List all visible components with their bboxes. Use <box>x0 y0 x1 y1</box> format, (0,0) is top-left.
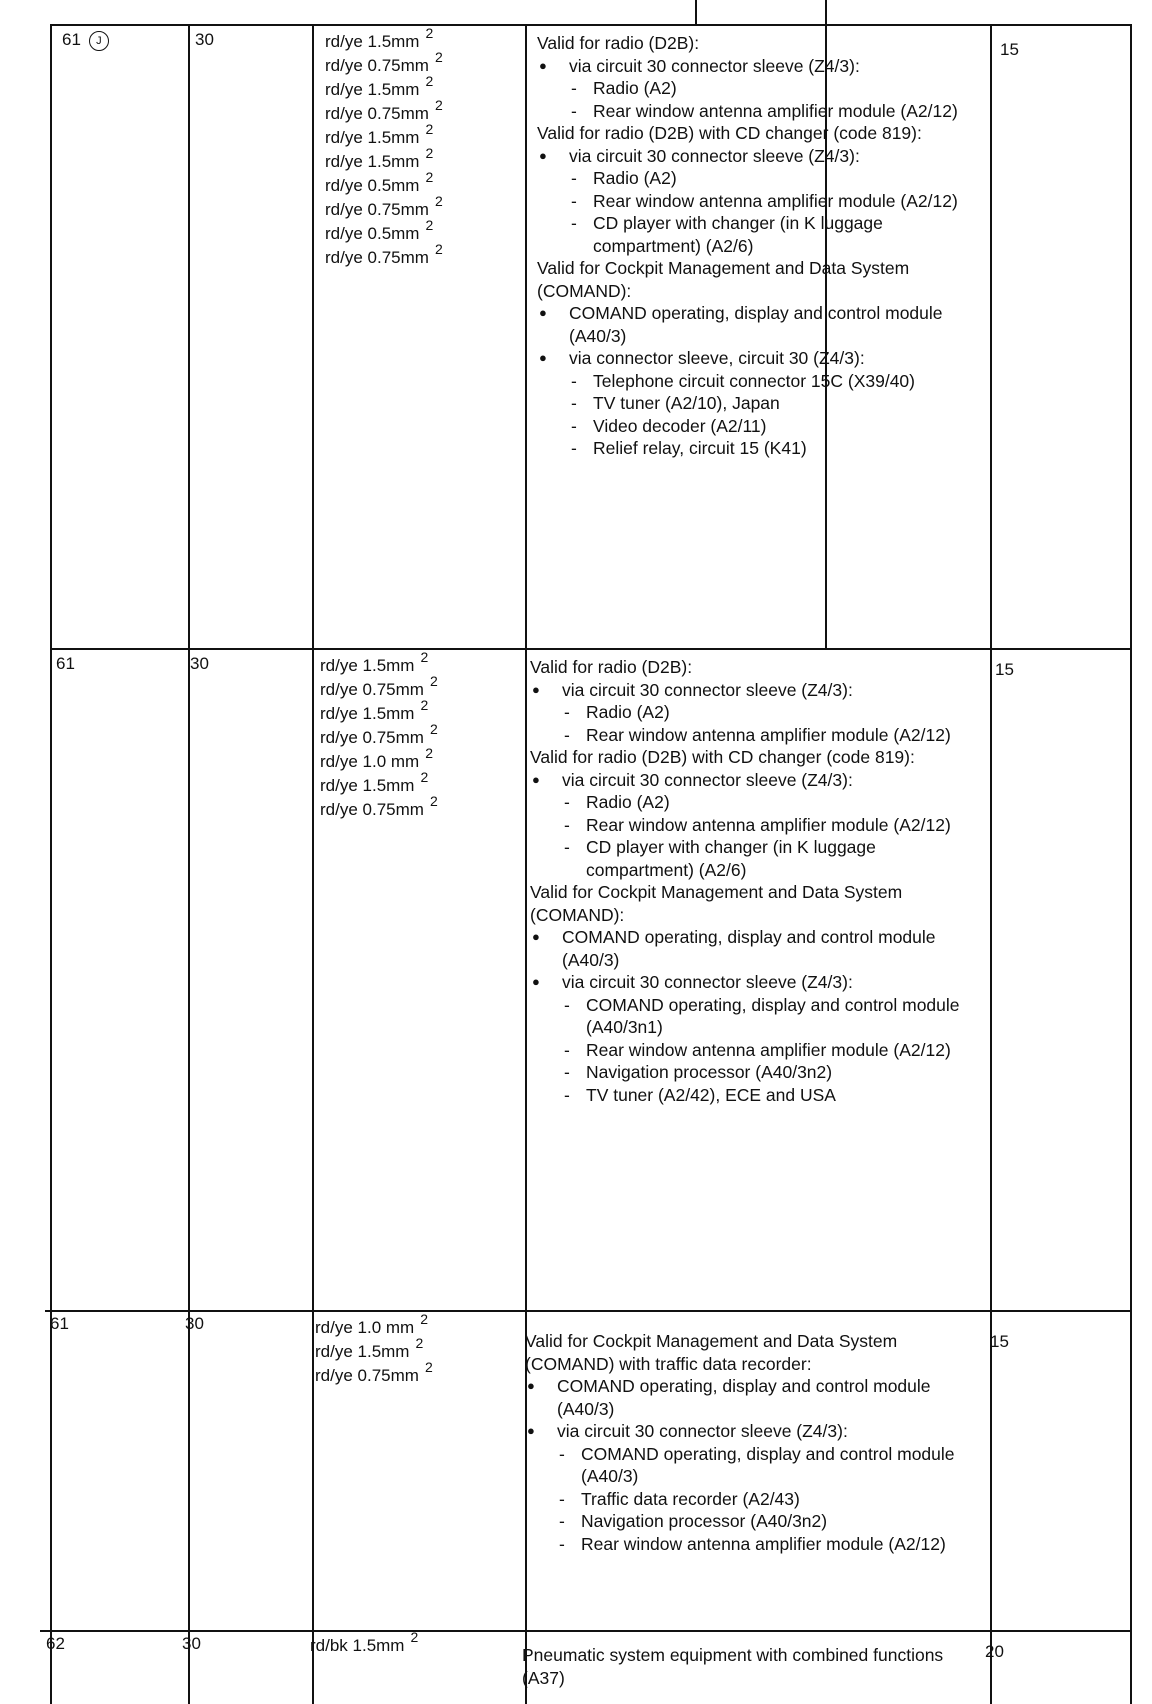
desc-para: Valid for radio (D2B) with CD changer (code 819): <box>530 747 915 767</box>
desc-bullet: ● via circuit 30 connector sleeve (Z4/3): <box>530 971 975 994</box>
desc-dash: - Relief relay, circuit 15 (K41) <box>537 437 982 460</box>
wire-exponent: 2 <box>434 193 443 209</box>
description-cell <box>530 656 975 1106</box>
wire-list <box>310 1629 510 1658</box>
desc-dash: - Rear window antenna amplifier module (A2/12) <box>530 724 975 747</box>
wire-spec: rd/ye 1.5mm $^2$ <box>325 121 434 147</box>
wire-spec: rd/ye 0.5mm $^2$ <box>325 217 434 243</box>
desc-dash: - Traffic data recorder (A2/43) <box>525 1488 970 1511</box>
wire-exponent: 2 <box>429 721 438 737</box>
column-divider <box>188 24 190 1704</box>
wire-exponent: 2 <box>429 673 438 689</box>
wire-spec: rd/ye 1.5mm $^2$ <box>320 649 429 675</box>
desc-bullet: ● COMAND operating, display and control module (A40/3) <box>537 302 982 347</box>
desc-dash: - Video decoder (A2/11) <box>537 415 982 438</box>
circuit-cell: 30 <box>195 30 214 49</box>
desc-dash: - TV tuner (A2/42), ECE and USA <box>530 1084 975 1107</box>
wire-list <box>320 649 520 822</box>
fuse-number-cell: 61 <box>50 1314 69 1333</box>
circled-j-icon: J <box>89 31 109 51</box>
desc-dash: - Rear window antenna amplifier module (A2/12) <box>525 1533 970 1556</box>
wire-spec: rd/bk 1.5mm $^2$ <box>310 1629 419 1655</box>
column-divider <box>990 24 992 1704</box>
desc-bullet: ● COMAND operating, display and control module (A40/3) <box>525 1375 970 1420</box>
wire-exponent: 2 <box>429 793 438 809</box>
wire-exponent: 2 <box>420 649 429 665</box>
column-divider <box>50 24 52 1704</box>
table-top-border <box>50 24 1130 26</box>
desc-dash: - Telephone circuit connector 15C (X39/40) <box>537 370 982 393</box>
description-cell <box>522 1644 967 1689</box>
desc-dash: - CD player with changer (in K luggage compartment) (A2/6) <box>537 212 982 257</box>
desc-para: Valid for radio (D2B): <box>537 33 700 53</box>
desc-dash: - Radio (A2) <box>530 791 975 814</box>
desc-dash: - CD player with changer (in K luggage compartment) (A2/6) <box>530 836 975 881</box>
desc-dash: - Radio (A2) <box>530 701 975 724</box>
fuse-number-cell: 62 <box>46 1634 65 1653</box>
row-divider <box>40 1630 1130 1632</box>
wire-spec: rd/ye 1.5mm $^2$ <box>325 73 434 99</box>
wire-spec: rd/ye 0.75mm $^2$ <box>320 793 438 819</box>
desc-para: Valid for Cockpit Management and Data System (COMAND): <box>537 258 910 301</box>
desc-bullet: ● via circuit 30 connector sleeve (Z4/3): <box>537 55 982 78</box>
desc-bullet: ● via circuit 30 connector sleeve (Z4/3): <box>530 679 975 702</box>
scan-line <box>695 0 697 24</box>
wire-spec: rd/ye 0.75mm $^2$ <box>320 721 438 747</box>
fuse-rating-cell: 20 <box>985 1642 1004 1661</box>
wire-exponent: 2 <box>425 745 433 761</box>
desc-para: Valid for Cockpit Management and Data System (COMAND): <box>530 882 903 925</box>
desc-para: Valid for Cockpit Management and Data System (COMAND) with traffic data recorder: <box>525 1331 898 1374</box>
fuse-number-cell: 61 <box>56 654 75 673</box>
column-divider <box>312 24 314 1704</box>
wire-spec: rd/ye 1.5mm $^2$ <box>325 25 434 51</box>
wire-exponent: 2 <box>420 769 429 785</box>
wire-exponent: 2 <box>425 121 434 137</box>
wire-spec: rd/ye 1.5mm $^2$ <box>325 145 434 171</box>
fuse-rating-cell: 15 <box>995 660 1014 679</box>
wire-exponent: 2 <box>425 145 434 161</box>
circuit-cell: 30 <box>185 1314 204 1333</box>
column-divider <box>1130 24 1132 1704</box>
wire-spec: rd/ye 0.5mm $^2$ <box>325 169 434 195</box>
desc-dash: - Rear window antenna amplifier module (A2/12) <box>537 100 982 123</box>
fuse-rating-cell: 15 <box>1000 40 1019 59</box>
wire-list <box>315 1311 515 1388</box>
desc-dash: - COMAND operating, display and control module (A40/3n1) <box>530 994 975 1039</box>
wire-exponent: 2 <box>410 1629 419 1645</box>
fuse-rating-cell: 15 <box>990 1332 1009 1351</box>
row-divider <box>50 648 1130 650</box>
desc-bullet: ● via circuit 30 connector sleeve (Z4/3): <box>530 769 975 792</box>
wire-exponent: 2 <box>425 73 434 89</box>
circuit-cell: 30 <box>182 1634 201 1653</box>
wire-spec: rd/ye 0.75mm $^2$ <box>325 193 443 219</box>
desc-dash: - Radio (A2) <box>537 167 982 190</box>
desc-dash: - Rear window antenna amplifier module (A2/12) <box>530 814 975 837</box>
fuse-number-cell: 61 J <box>62 30 222 51</box>
wire-spec: rd/ye 1.0 mm $^2$ <box>315 1311 428 1337</box>
wire-spec: rd/ye 0.75mm $^2$ <box>315 1359 433 1385</box>
wire-exponent: 2 <box>434 49 443 65</box>
desc-bullet: ● via circuit 30 connector sleeve (Z4/3): <box>525 1420 970 1443</box>
wire-exponent: 2 <box>415 1335 424 1351</box>
desc-para: Valid for radio (D2B): <box>530 657 693 677</box>
wire-spec: rd/ye 1.0 mm $^2$ <box>320 745 433 771</box>
description-cell <box>525 1330 970 1555</box>
wire-spec: rd/ye 0.75mm $^2$ <box>320 673 438 699</box>
desc-dash: - Navigation processor (A40/3n2) <box>525 1510 970 1533</box>
wire-exponent: 2 <box>420 1311 428 1327</box>
desc-bullet: ● via connector sleeve, circuit 30 (Z4/3): <box>537 347 982 370</box>
desc-bullet: ● COMAND operating, display and control module (A40/3) <box>530 926 975 971</box>
wire-exponent: 2 <box>420 697 429 713</box>
desc-para: Valid for radio (D2B) with CD changer (code 819): <box>537 123 922 143</box>
wire-spec: rd/ye 0.75mm $^2$ <box>325 241 443 267</box>
wire-list <box>325 25 525 270</box>
circuit-cell: 30 <box>190 654 209 673</box>
desc-dash: - Rear window antenna amplifier module (A2/12) <box>530 1039 975 1062</box>
wire-exponent: 2 <box>425 25 434 41</box>
wire-exponent: 2 <box>425 217 434 233</box>
wire-spec: rd/ye 0.75mm $^2$ <box>325 49 443 75</box>
wire-exponent: 2 <box>425 169 434 185</box>
wire-exponent: 2 <box>434 241 443 257</box>
desc-dash: - Rear window antenna amplifier module (A2/12) <box>537 190 982 213</box>
desc-dash: - Radio (A2) <box>537 77 982 100</box>
row-divider <box>45 1310 1130 1312</box>
desc-bullet: ● via circuit 30 connector sleeve (Z4/3): <box>537 145 982 168</box>
desc-dash: - COMAND operating, display and control module (A40/3) <box>525 1443 970 1488</box>
wire-spec: rd/ye 1.5mm $^2$ <box>320 697 429 723</box>
desc-dash: - Navigation processor (A40/3n2) <box>530 1061 975 1084</box>
desc-para: Pneumatic system equipment with combined functions (A37) <box>522 1645 944 1688</box>
wire-spec: rd/ye 1.5mm $^2$ <box>320 769 429 795</box>
wire-spec: rd/ye 0.75mm $^2$ <box>325 97 443 123</box>
desc-dash: - TV tuner (A2/10), Japan <box>537 392 982 415</box>
wire-spec: rd/ye 1.5mm $^2$ <box>315 1335 424 1361</box>
description-cell <box>537 32 982 460</box>
wire-exponent: 2 <box>424 1359 433 1375</box>
wire-exponent: 2 <box>434 97 443 113</box>
